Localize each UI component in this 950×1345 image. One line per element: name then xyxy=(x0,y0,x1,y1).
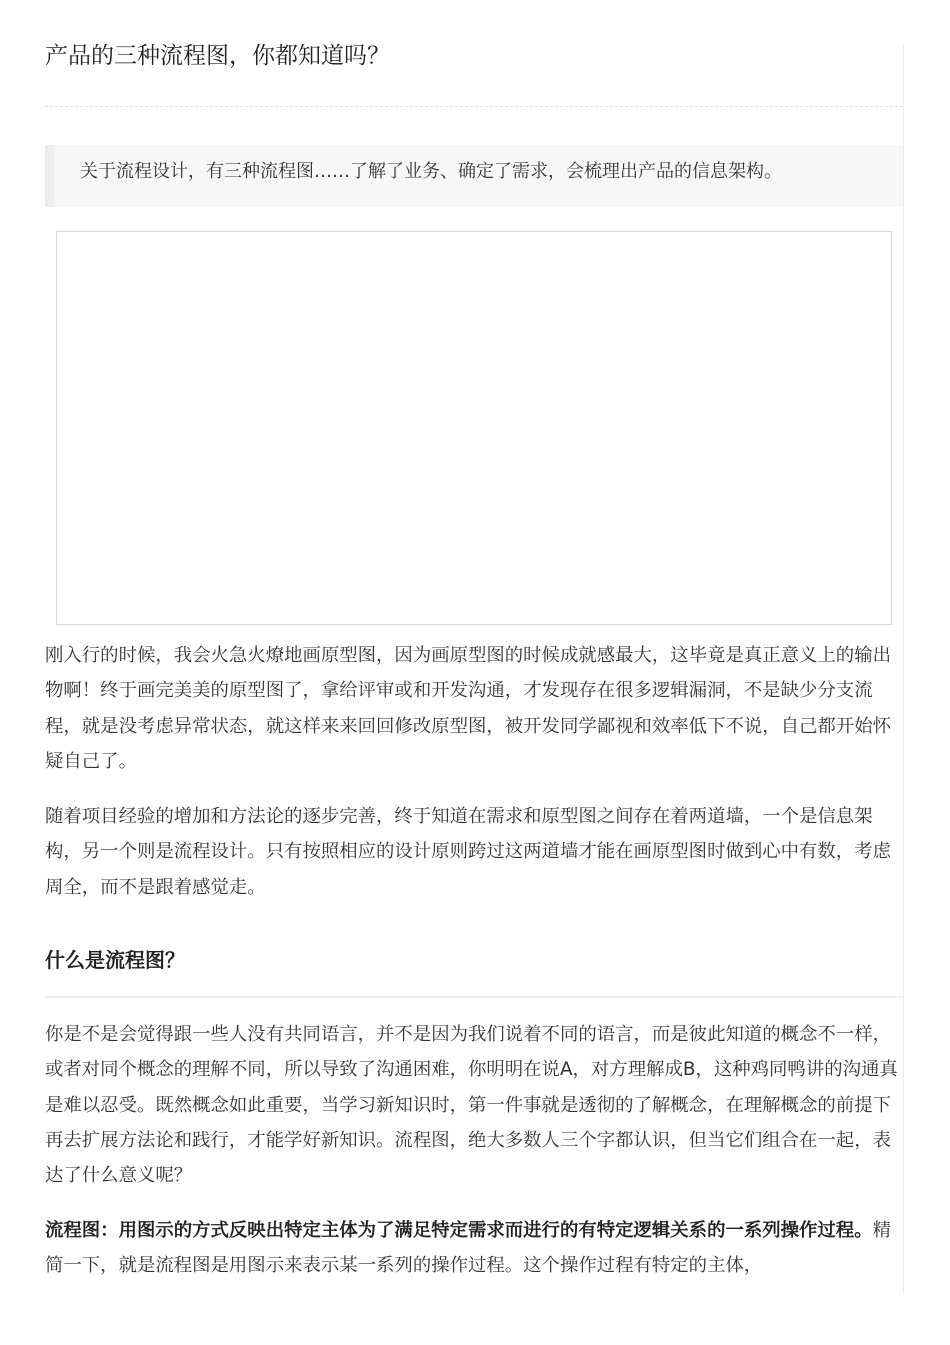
title-divider xyxy=(45,106,903,107)
definition-bold-text: 流程图：用图示的方式反映出特定主体为了满足特定需求而进行的有特定逻辑关系的一系列操作过程。 xyxy=(45,1220,873,1241)
paragraph-definition xyxy=(45,1213,903,1284)
paragraph-experience: 随着项目经验的增加和方法论的逐步完善，终于知道在需求和原型图之间存在着两道墙，一个是信息架构，另一个则是流程设计。只有按照相应的设计原则跨过这两道墙才能在画原型图时做到心中有数，考虑周全，而不是跟着感觉走。 xyxy=(45,806,891,898)
section-heading: 什么是流程图？ xyxy=(45,948,185,972)
summary-text: 关于流程设计，有三种流程图……了解了业务、确定了需求，会梳理出产品的信息架构。 xyxy=(80,161,782,182)
article-title: 产品的三种流程图，你都知道吗？ xyxy=(45,43,390,69)
paragraph-concept: 你是不是会觉得跟一些人没有共同语言，并不是因为我们说着不同的语言，而是彼此知道的概念不一样，或者对同个概念的理解不同，所以导致了沟通困难，你明明在说A，对方理解成B，这种鸡同鸭讲的沟通真是难以忍受。既然概念如此重要，当学习新知识时，第一件事就是透彻的了解概念，在理解概念的前提下再去扩展方法论和践行，才能学好新知识。流程图，绝大多数人三个字都认识，但当它们组合在一起，表达了什么意义呢？ xyxy=(45,1024,898,1187)
section-divider xyxy=(45,996,903,998)
content-right-border xyxy=(903,44,904,1294)
summary-blockquote xyxy=(45,145,903,207)
definition-rest-text: 精简一下，就是流程图是用图示来表示某一系列的操作过程。这个操作过程有特定的主体， xyxy=(45,1220,891,1277)
paragraph-intro: 刚入行的时候，我会火急火燎地画原型图，因为画原型图的时候成就感最大，这毕竟是真正意义上的输出物啊！终于画完美美的原型图了，拿给评审或和开发沟通，才发现存在很多逻辑漏洞，不是缺少分支流程，就是没考虑异常状态，就这样来来回回修改原型图，被开发同学鄙视和效率低下不说，自己都开始怀疑自己了。 xyxy=(45,645,891,772)
article-image-placeholder xyxy=(56,231,892,625)
